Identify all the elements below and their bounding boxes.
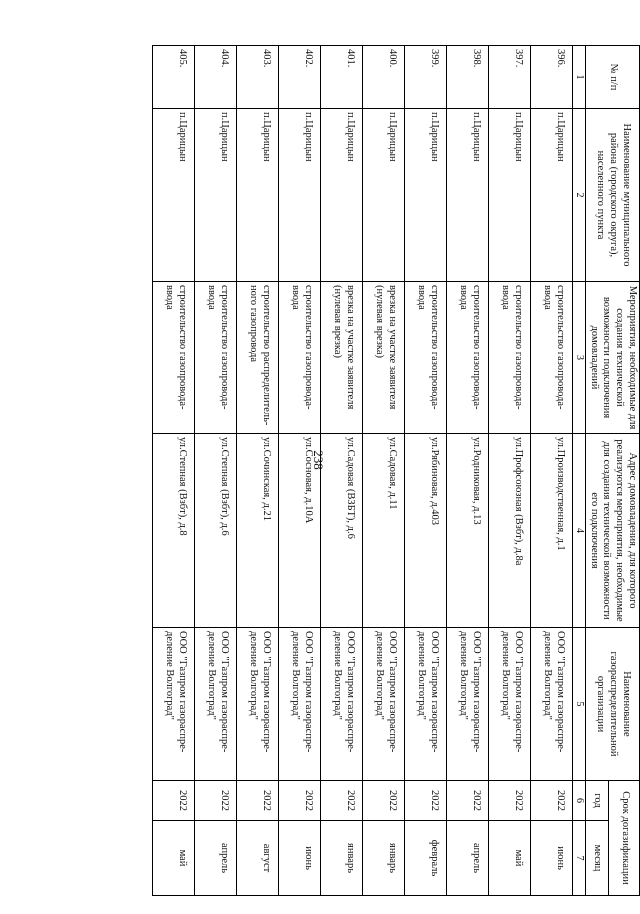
address-cell: ул.Производственная, д.1 [530, 434, 572, 628]
page-number: 238 [311, 450, 326, 470]
table-row [404, 46, 446, 896]
organization-cell: ООО "Газпром газораспре-деление Волгоград" [446, 628, 488, 781]
address-cell: ул.Садовая (ВЗБТ), д.6 [320, 434, 362, 628]
organization-cell: ООО "Газпром газораспре-деление Волгоград" [404, 628, 446, 781]
settlement-cell: п.Царицын [320, 109, 362, 282]
gasification-table [152, 45, 640, 896]
organization-cell: ООО "Газпром газораспре-деление Волгоград" [362, 628, 404, 781]
organization-cell: ООО "Газпром газораспре-деление Волгоград" [530, 628, 572, 781]
year-cell: 2022 [362, 781, 404, 821]
month-cell: август [236, 821, 278, 896]
column-number: 7 [572, 821, 585, 896]
address-cell: ул.Профсоюзная (Взбт), д.8а [488, 434, 530, 628]
header-organization: Наименование газораспределительной организации [585, 628, 639, 781]
year-cell: 2022 [488, 781, 530, 821]
year-cell: 2022 [194, 781, 236, 821]
organization-cell: ООО "Газпром газораспре-деление Волгоград" [488, 628, 530, 781]
organization-cell: ООО "Газпром газораспре-деление Волгоград" [194, 628, 236, 781]
address-cell: ул.Садовая, д.11 [362, 434, 404, 628]
column-number: 2 [572, 109, 585, 282]
measure-cell: строительство газопровода-ввода [152, 282, 194, 434]
row-number: 404. [194, 46, 236, 109]
year-cell: 2022 [320, 781, 362, 821]
row-number: 403. [236, 46, 278, 109]
rotated-table-container [90, 45, 640, 895]
header-year: год [585, 781, 609, 821]
header-district: Наименование муниципального района (городского округа), населенного пункта [585, 109, 639, 282]
header-deadline: Срок догазификации [609, 781, 640, 896]
row-number: 399. [404, 46, 446, 109]
year-cell: 2022 [530, 781, 572, 821]
month-cell: январь [362, 821, 404, 896]
year-cell: 2022 [404, 781, 446, 821]
header-address: Адрес домовладения, для которого реализуются мероприятия, необходимые для создания технической возможности его подключения [585, 434, 639, 628]
column-number: 3 [572, 282, 585, 434]
month-cell: февраль [404, 821, 446, 896]
settlement-cell: п.Царицын [236, 109, 278, 282]
row-number: 397. [488, 46, 530, 109]
column-number: 5 [572, 628, 585, 781]
address-cell: ул.Сочинская, д.21 [236, 434, 278, 628]
row-number: 398. [446, 46, 488, 109]
month-cell: май [488, 821, 530, 896]
organization-cell: ООО "Газпром газораспре-деление Волгоград" [236, 628, 278, 781]
settlement-cell: п.Царицын [194, 109, 236, 282]
settlement-cell: п.Царицын [152, 109, 194, 282]
row-number: 401. [320, 46, 362, 109]
table-row [530, 46, 572, 896]
year-cell: 2022 [152, 781, 194, 821]
measure-cell: строительство газопровода-ввода [446, 282, 488, 434]
row-number: 396. [530, 46, 572, 109]
address-cell: ул.Родниковая, д.13 [446, 434, 488, 628]
table-row [320, 46, 362, 896]
header-measures: Мероприятия, необходимые для создания технической возможности подключения домовладений [585, 282, 639, 434]
measure-cell: строительство газопровода-ввода [488, 282, 530, 434]
measure-cell: врезка на участке заявителя (нулевая врезка) [320, 282, 362, 434]
table-row [152, 46, 194, 896]
table-row [362, 46, 404, 896]
settlement-cell: п.Царицын [530, 109, 572, 282]
month-cell: июнь [278, 821, 320, 896]
measure-cell: строительство распределитель-ного газопровода [236, 282, 278, 434]
year-cell: 2022 [278, 781, 320, 821]
address-cell: ул.Степная (Взбт), д.8 [152, 434, 194, 628]
table-row [446, 46, 488, 896]
table-row [278, 46, 320, 896]
year-cell: 2022 [236, 781, 278, 821]
row-number: 402. [278, 46, 320, 109]
table-body [152, 46, 572, 896]
column-number: 4 [572, 434, 585, 628]
column-number: 6 [572, 781, 585, 821]
measure-cell: строительство газопровода-ввода [194, 282, 236, 434]
row-number: 400. [362, 46, 404, 109]
month-cell: июнь [530, 821, 572, 896]
settlement-cell: п.Царицын [446, 109, 488, 282]
settlement-cell: п.Царицын [362, 109, 404, 282]
settlement-cell: п.Царицын [488, 109, 530, 282]
month-cell: апрель [446, 821, 488, 896]
header-month: месяц [585, 821, 609, 896]
measure-cell: строительство газопровода-ввода [530, 282, 572, 434]
row-number: 405. [152, 46, 194, 109]
measure-cell: врезка на участке заявителя (нулевая врезка) [362, 282, 404, 434]
table-row [488, 46, 530, 896]
year-cell: 2022 [446, 781, 488, 821]
table-row [194, 46, 236, 896]
address-cell: ул.Сосновая, д.10А [278, 434, 320, 628]
address-cell: ул.Степная (Взбт), д.6 [194, 434, 236, 628]
month-cell: май [152, 821, 194, 896]
month-cell: январь [320, 821, 362, 896]
organization-cell: ООО "Газпром газораспре-деление Волгоград" [320, 628, 362, 781]
column-number: 1 [572, 46, 585, 109]
settlement-cell: п.Царицын [404, 109, 446, 282]
settlement-cell: п.Царицын [278, 109, 320, 282]
table-row [236, 46, 278, 896]
measure-cell: строительство газопровода-ввода [278, 282, 320, 434]
organization-cell: ООО "Газпром газораспре-деление Волгоград" [152, 628, 194, 781]
address-cell: ул.Рябиновая, д.403 [404, 434, 446, 628]
header-number: № п/п [585, 46, 639, 109]
measure-cell: строительство газопровода-ввода [404, 282, 446, 434]
organization-cell: ООО "Газпром газораспре-деление Волгоград" [278, 628, 320, 781]
month-cell: апрель [194, 821, 236, 896]
